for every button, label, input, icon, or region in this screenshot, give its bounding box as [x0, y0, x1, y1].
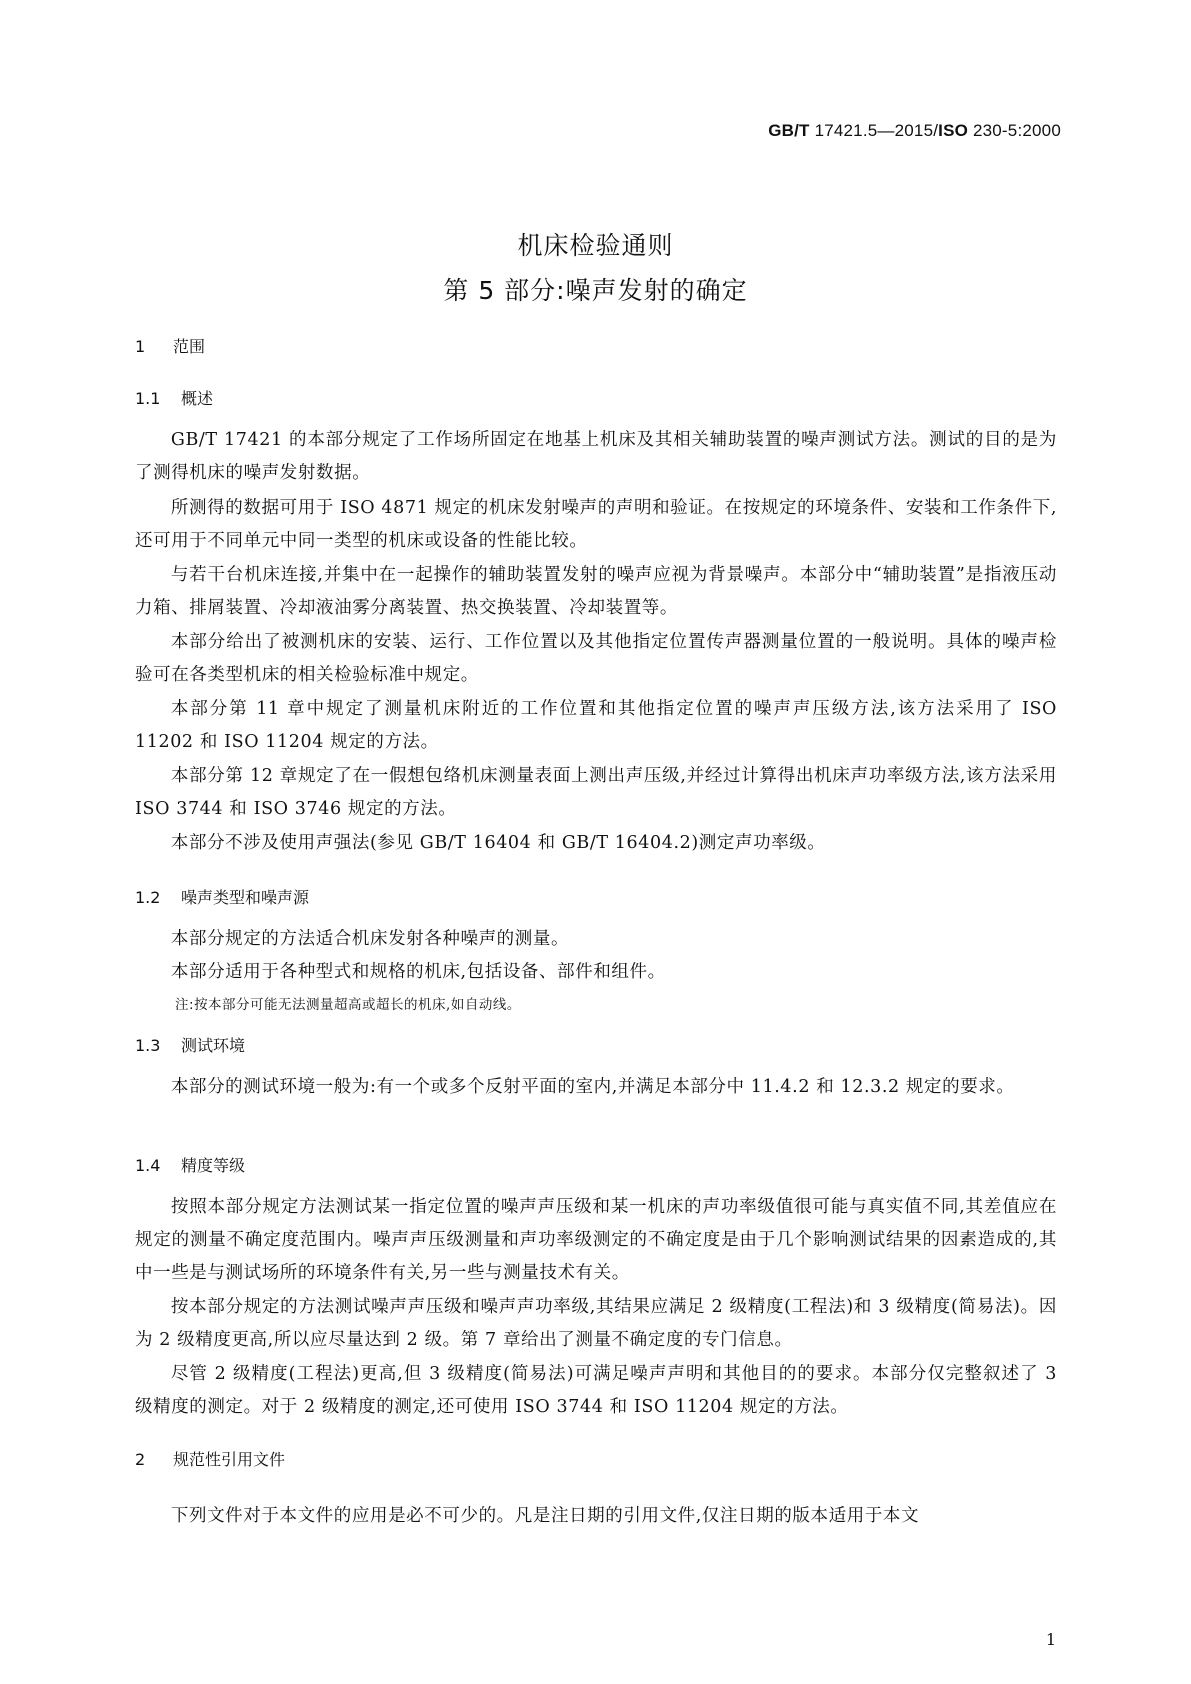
paragraph: 本部分适用于各种型式和规格的机床,包括设备、部件和组件。 [170, 962, 666, 982]
section-heading: 1 范围 [135, 337, 206, 356]
paragraph: 所测得的数据可用于 ISO 4871 规定的机床发射噪声的声明和验证。在按规定的环境条件、安装和工作条件下,还可用于不同单元中同一类型的机床或设备的性能比较。 [135, 498, 1057, 551]
paragraph: GB/T 17421 的本部分规定了工作场所固定在地基上机床及其相关辅助装置的噪声测试方法。测试的目的是为了测得机床的噪声发射数据。 [135, 430, 1057, 483]
subsection-heading: 1.1 概述 [135, 389, 214, 408]
paragraph: 本部分不涉及使用声强法(参见 GB/T 16404 和 GB/T 16404.2)测定声功率级。 [170, 833, 826, 853]
note: 注:按本部分可能无法测量超高或超长的机床,如自动线。 [175, 997, 521, 1013]
paragraph: 尽管 2 级精度(工程法)更高,但 3 级精度(简易法)可满足噪声声明和其他目的的要求。本部分仅完整叙述了 3 级精度的测定。对于 2 级精度的测定,还可使用 ISO 3744 和 ISO 11204 规定的方法。 [135, 1364, 1057, 1417]
paragraph: 本部分规定的方法适合机床发射各种噪声的测量。 [170, 929, 570, 949]
subsection-heading: 1.4 精度等级 [135, 1156, 246, 1175]
paragraph: 本部分给出了被测机床的安装、运行、工作位置以及其他指定位置传声器测量位置的一般说明。具体的噪声检验可在各类型机床的相关检验标准中规定。 [135, 632, 1057, 685]
paragraph: 与若干台机床连接,并集中在一起操作的辅助装置发射的噪声应视为背景噪声。本部分中“辅助装置”是指液压动力箱、排屑装置、冷却液油雾分离装置、热交换装置、冷却装置等。 [135, 565, 1057, 618]
section-heading: 2 规范性引用文件 [135, 1450, 286, 1469]
paragraph: 本部分第 12 章规定了在一假想包络机床测量表面上测出声压级,并经过计算得出机床声功率级方法,该方法采用 ISO 3744 和 ISO 3746 规定的方法。 [135, 766, 1057, 819]
paragraph: 按本部分规定的方法测试噪声声压级和噪声声功率级,其结果应满足 2 级精度(工程法)和 3 级精度(简易法)。因为 2 级精度更高,所以应尽量达到 2 级。第 7 章给出了测量不确定度的专门信息。 [135, 1297, 1057, 1350]
subsection-heading: 1.2 噪声类型和噪声源 [135, 888, 310, 907]
standard-code: GB/T 17421.5—2015/ISO 230-5:2000 [768, 121, 1061, 140]
page-number: 1 [1045, 1630, 1056, 1649]
paragraph: 本部分第 11 章中规定了测量机床附近的工作位置和其他指定位置的噪声声压级方法,该方法采用了 ISO 11202 和 ISO 11204 规定的方法。 [135, 699, 1057, 752]
document-subtitle: 第 5 部分:噪声发射的确定 [443, 276, 748, 305]
paragraph: 按照本部分规定方法测试某一指定位置的噪声声压级和某一机床的声功率级值很可能与真实值不同,其差值应在规定的测量不确定度范围内。噪声声压级测量和声功率级测定的不确定度是由于几个影响测试结果的因素造成的,其中一些是与测试场所的环境条件有关,另一些与测量技术有关。 [135, 1197, 1057, 1283]
paragraph: 本部分的测试环境一般为:有一个或多个反射平面的室内,并满足本部分中 11.4.2 和 12.3.2 规定的要求。 [170, 1077, 1015, 1097]
subsection-heading: 1.3 测试环境 [135, 1036, 246, 1055]
document-title: 机床检验通则 [517, 231, 674, 260]
paragraph: 下列文件对于本文件的应用是必不可少的。凡是注日期的引用文件,仅注日期的版本适用于本文 [170, 1506, 920, 1526]
